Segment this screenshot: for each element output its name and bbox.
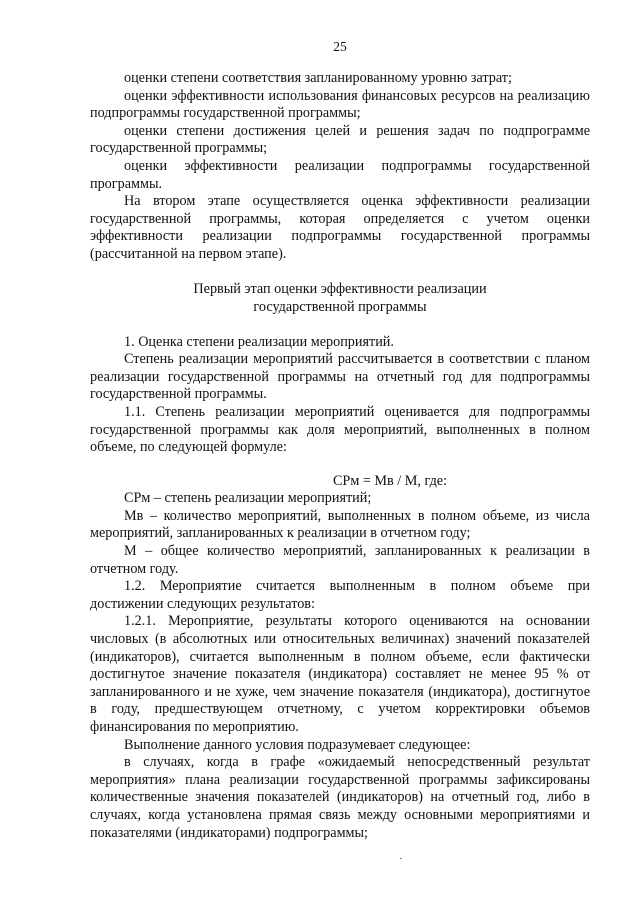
- intro-item-3: оценки степени достижения целей и решения задач по подпрограмме государственной программы;: [90, 122, 590, 157]
- definition-mv: Мв – количество мероприятий, выполненных в полном объеме, из числа мероприятий, запланированных к реализации в отчетном году;: [90, 507, 590, 542]
- section-heading-line-1: Первый этап оценки эффективности реализации: [193, 280, 487, 297]
- intro-item-2: оценки эффективности использования финансовых ресурсов на реализацию подпрограммы государственной программы;: [90, 87, 590, 122]
- intro-item-4: оценки эффективности реализации подпрограммы государственной программы.: [90, 157, 590, 192]
- scan-speck: [400, 858, 402, 859]
- definition-srm: СРм – степень реализации мероприятий;: [124, 490, 372, 507]
- formula: СРм = Мв / М, где:: [332, 472, 448, 489]
- paragraph-condition: Выполнение данного условия подразумевает следующее:: [124, 736, 471, 753]
- page-number: 25: [333, 39, 347, 54]
- paragraph-1-2-1: 1.2.1. Мероприятие, результаты которого оцениваются на основании числовых (в абсолютных или относительных величинах) значений показателей (индикаторов), считается выполненным в полном объеме, если фактически достигнутое значение показателя (индикатора) составляет не менее 95 % от запланированного и не хуже, чем значение показателя (индикатора), достигнутое в году, предшествующем отчетному, с учетом корректировки объемов финансирования по мероприятию.: [90, 613, 590, 735]
- paragraph-degree-of-implementation: Степень реализации мероприятий рассчитывается в соответствии с планом реализации государственной программы на отчетный год для подпрограммы государственной программы.: [90, 351, 590, 403]
- section-heading: [90, 280, 590, 316]
- paragraph-1-1: 1.1. Степень реализации мероприятий оценивается для подпрограммы государственной программы как доля мероприятий, выполненных в полном объеме, по следующей формуле:: [90, 403, 590, 456]
- definition-m: М – общее количество мероприятий, запланированных к реализации в отчетном году.: [90, 543, 590, 577]
- intro-item-1: оценки степени соответствия запланированному уровню затрат;: [124, 70, 512, 86]
- second-stage-paragraph: На втором этапе осуществляется оценка эффективности реализации государственной программы, которая определяется с учетом оценки эффективности реализации подпрограммы государственной программы (рассчитанной на первом этапе).: [90, 193, 590, 262]
- section-heading-line-2: государственной программы: [253, 298, 427, 315]
- section-1-title: 1. Оценка степени реализации мероприятий.: [124, 333, 394, 350]
- document-body: [90, 70, 590, 842]
- paragraph-case: в случаях, когда в графе «ожидаемый непосредственный результат мероприятия» плана реализации государственной программы зафиксированы количественные значения показателей (индикаторов) на отчетный год, либо в случаях, когда установлена прямая связь между основными мероприятиями и показателями (индикаторами) подпрограммы;: [90, 754, 590, 841]
- paragraph-1-2: 1.2. Мероприятие считается выполненным в полном объеме при достижении следующих результатов:: [90, 578, 590, 612]
